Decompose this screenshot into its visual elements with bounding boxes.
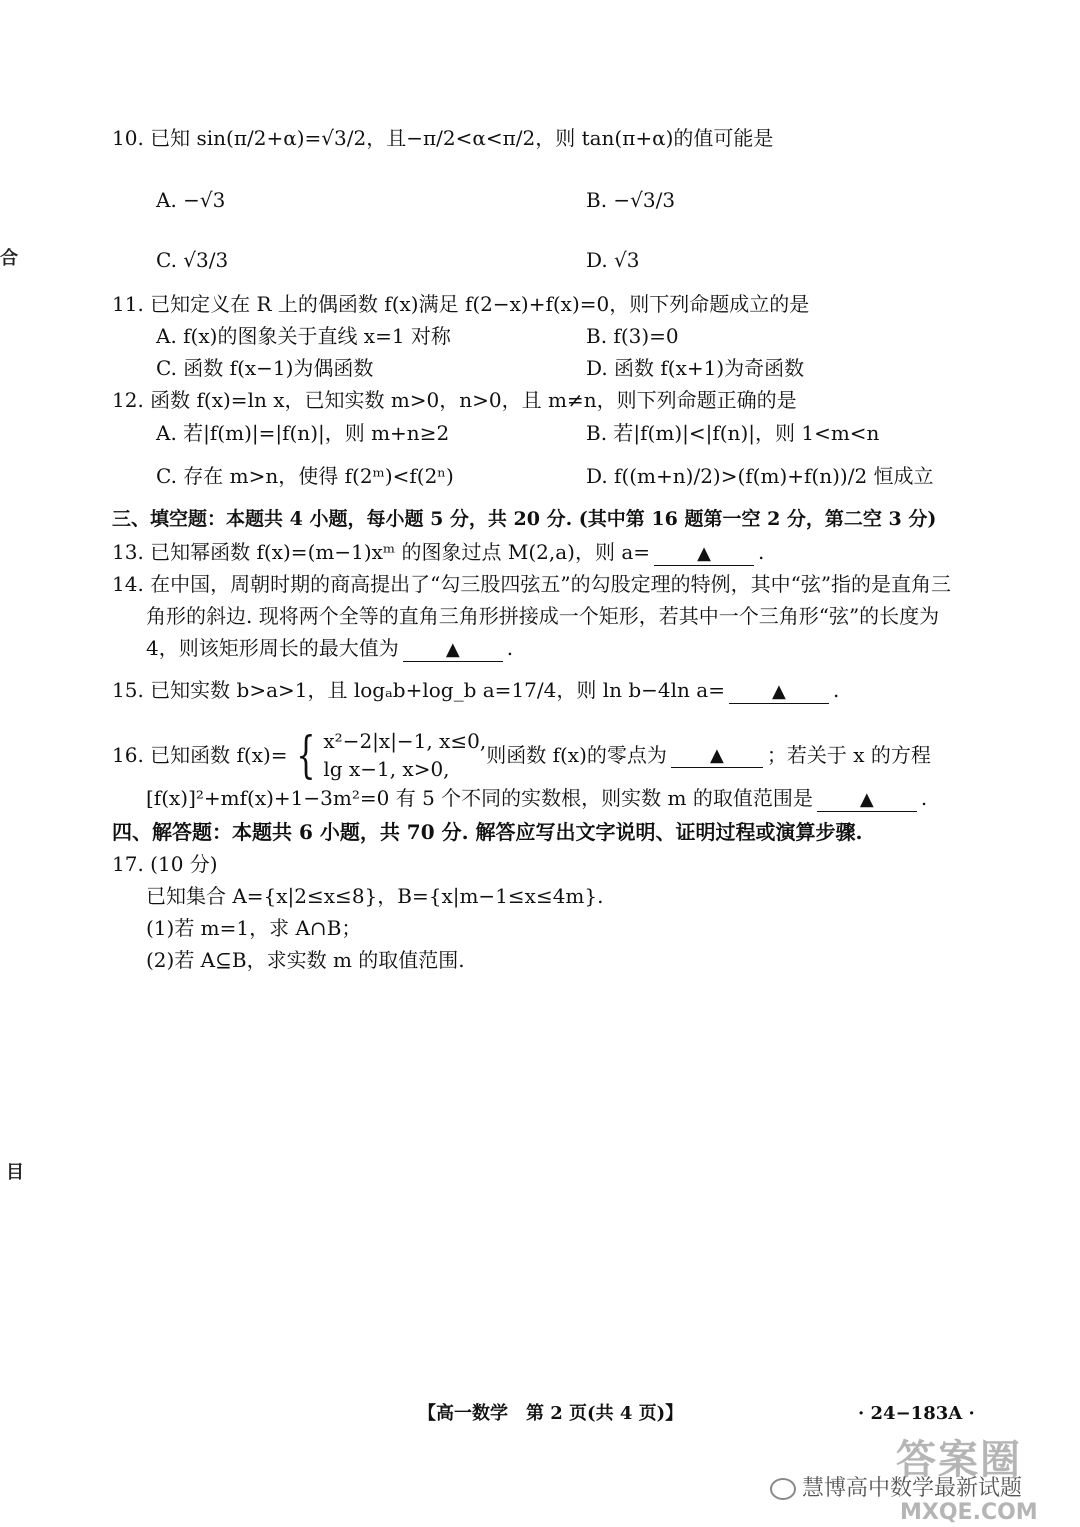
- q16-text2: [f(x)]²+mf(x)+1−3m²=0 有 5 个不同的实数根，则实数 m 的取值范围是: [146, 786, 813, 810]
- q16-case1: x²−2|x|−1, x≤0,: [323, 729, 487, 753]
- q17-line2: (1)若 m=1，求 A∩B；: [146, 916, 362, 940]
- q16-mid: 则函数 f(x)的零点为: [486, 743, 667, 767]
- q12-option-b: B. 若|f(m)|<|f(n)|，则 1<m<n: [586, 421, 880, 445]
- q15-text: 15. 已知实数 b>a>1，且 logₐb+log_b a=17/4，则 ln b−4ln a=: [112, 678, 725, 702]
- q12-option-d: D. f((m+n)/2)>(f(m)+f(n))/2 恒成立: [586, 464, 934, 488]
- q17-title: 17. (10 分): [112, 852, 218, 876]
- q16-case2: lg x−1, x>0,: [323, 757, 450, 781]
- q14-line2: 角形的斜边. 现将两个全等的直角三角形拼接成一个矩形，若其中一个三角形“弦”的长度为: [146, 604, 940, 628]
- q10-option-d: D. √3: [586, 248, 640, 272]
- q10-option-c: C. √3/3: [156, 248, 229, 272]
- watermark-site: MXQE.COM: [900, 1500, 1038, 1525]
- q12-stem: 12. 函数 f(x)=ln x，已知实数 m>0，n>0，且 m≠n，则下列命题正确的是: [112, 388, 797, 412]
- blank-triangle-icon: ▲: [445, 639, 460, 660]
- q11-option-a: A. f(x)的图象关于直线 x=1 对称: [156, 324, 451, 348]
- section4-header: 四、解答题：本题共 6 小题，共 70 分. 解答应写出文字说明、证明过程或演算步骤.: [112, 820, 863, 844]
- side-mark-bottom: 目: [6, 1162, 24, 1183]
- q13-answer-blank: [654, 540, 754, 566]
- watermark-logo: 答案圈: [896, 1437, 1022, 1483]
- q16-answer-blank-1: [671, 742, 763, 768]
- section3-header: 三、填空题：本题共 4 小题，每小题 5 分，共 20 分. (其中第 16 题第一空 2 分，第二空 3 分): [112, 508, 937, 530]
- wechat-icon: [770, 1478, 796, 1500]
- q15: [112, 678, 839, 704]
- footer-code: · 24−183A ·: [858, 1403, 975, 1424]
- q17-line1: 已知集合 A={x|2≤x≤8}，B={x|m−1≤x≤4m}.: [146, 884, 604, 908]
- q11-option-c: C. 函数 f(x−1)为偶函数: [156, 356, 374, 380]
- q14-text: 4，则该矩形周长的最大值为: [146, 636, 399, 660]
- q17-line3: (2)若 A⊆B，求实数 m 的取值范围.: [146, 948, 465, 972]
- q11-stem: 11. 已知定义在 R 上的偶函数 f(x)满足 f(2−x)+f(x)=0，则下列命题成立的是: [112, 292, 810, 316]
- q12-option-a: A. 若|f(m)|=|f(n)|，则 m+n≥2: [156, 421, 450, 445]
- q13-text: 13. 已知幂函数 f(x)=(m−1)xᵐ 的图象过点 M(2,a)，则 a=: [112, 540, 651, 564]
- q10-stem: 10. 已知 sin(π/2+α)=√3/2，且−π/2<α<π/2，则 tan(π+α)的值可能是: [112, 126, 774, 150]
- q15-answer-blank: [729, 678, 829, 704]
- q14-answer-blank: [403, 636, 503, 662]
- q16-end: .: [920, 786, 928, 810]
- blank-triangle-icon: ▲: [859, 789, 874, 810]
- q11-option-d: D. 函数 f(x+1)为奇函数: [586, 356, 805, 380]
- footer-page-info: 【高一数学 第 2 页(共 4 页)】: [418, 1403, 684, 1424]
- blank-triangle-icon: ▲: [697, 543, 711, 564]
- q14-end: .: [506, 636, 514, 660]
- q14-line1: 14. 在中国，周朝时期的商高提出了“勾三股四弦五”的勾股定理的特例，其中“弦”指的是直角三: [112, 572, 952, 596]
- blank-triangle-icon: ▲: [709, 745, 724, 767]
- watermark-caption-text: 慧博高中数学最新试题: [802, 1476, 1023, 1501]
- q13: [112, 540, 764, 566]
- q16-answer-blank-2: [817, 786, 917, 812]
- q16-line2: [146, 786, 927, 812]
- piecewise-brace-icon: {: [295, 726, 316, 784]
- q10-option-b: B. −√3/3: [586, 188, 676, 212]
- q10-option-a: A. −√3: [156, 188, 226, 212]
- side-mark-top: 合: [0, 248, 18, 269]
- q13-end: .: [758, 540, 765, 564]
- blank-triangle-icon: ▲: [772, 681, 786, 702]
- q16-line1: [112, 727, 931, 783]
- watermark-caption: [770, 1476, 1022, 1502]
- q16-piecewise: [323, 727, 486, 783]
- q12-option-c: C. 存在 m>n，使得 f(2ᵐ)<f(2ⁿ): [156, 464, 454, 488]
- q15-end: .: [832, 678, 840, 702]
- q14-line3: [146, 636, 513, 662]
- q11-option-b: B. f(3)=0: [586, 324, 679, 348]
- q16-pre: 16. 已知函数 f(x)=: [112, 743, 288, 767]
- q16-post: ；若关于 x 的方程: [766, 743, 931, 767]
